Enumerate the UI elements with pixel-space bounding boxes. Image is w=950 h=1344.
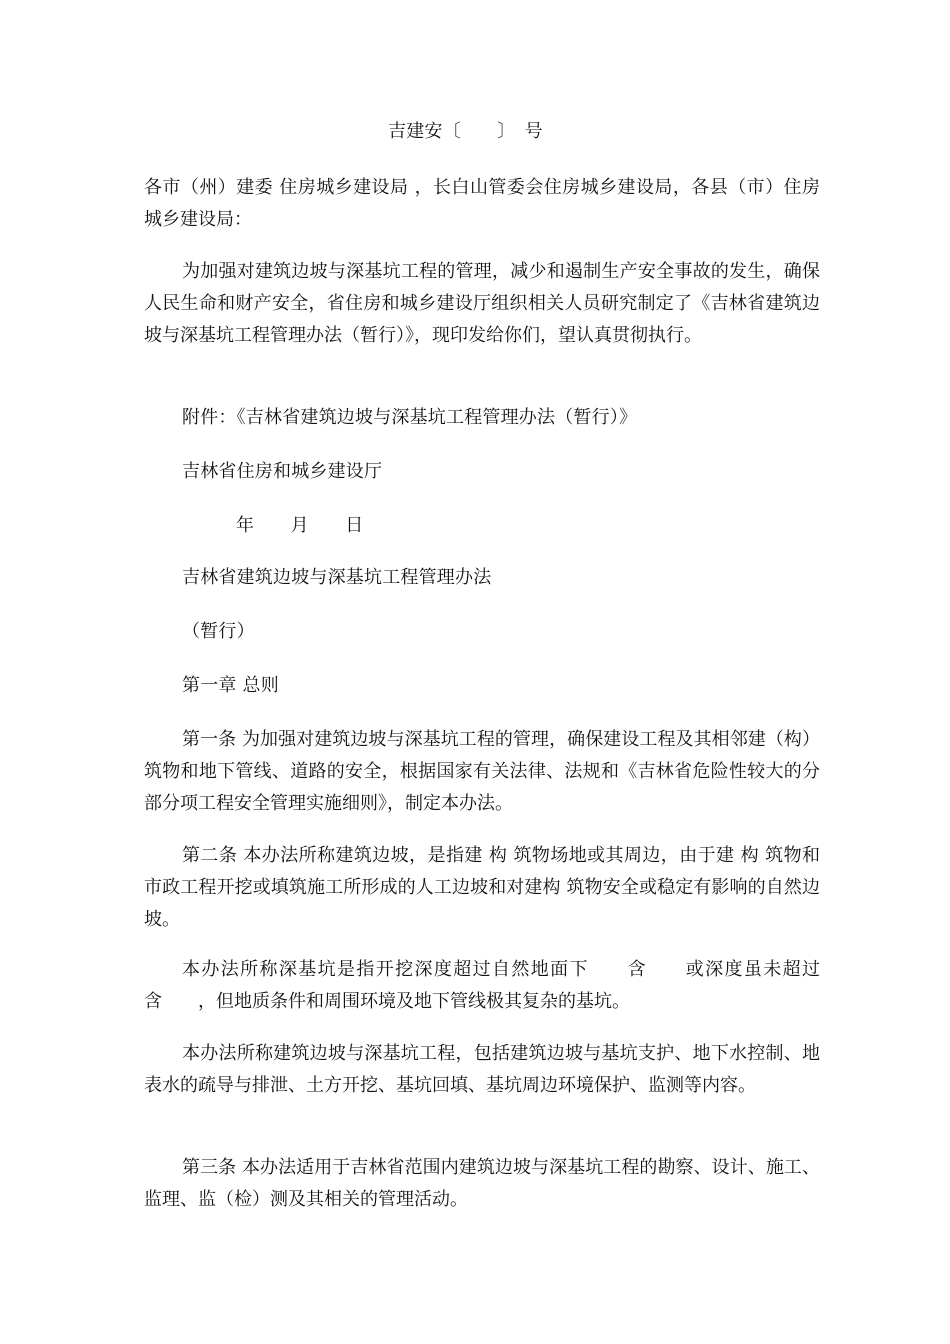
article-3: 第三条 本办法适用于吉林省范围内建筑边坡与深基坑工程的勘察、设计、施工、监理、监（检）测及其相关的管理活动。 (144, 1157, 820, 1210)
regulation-subtitle: （暂行） (182, 621, 255, 642)
article-1: 第一条 为加强对建筑边坡与深基坑工程的管理，确保建设工程及其相邻建（构）筑物和地下管线、道路的安全，根据国家有关法律、法规和《吉林省危险性较大的分部分项工程安全管理实施细则》，制定本办法。 (144, 729, 820, 814)
notice-body: 为加强对建筑边坡与深基坑工程的管理，减少和遏制生产安全事故的发生，确保人民生命和财产安全，省住房和城乡建设厅组织相关人员研究制定了《吉林省建筑边坡与深基坑工程管理办法（暂行）》，现印发给你们，望认真贯彻执行。 (144, 261, 820, 346)
article-2-scope: 本办法所称建筑边坡与深基坑工程，包括建筑边坡与基坑支护、地下水控制、地表水的疏导与排泄、土方开挖、基坑回填、基坑周边环境保护、监测等内容。 (144, 1043, 820, 1096)
chapter-heading: 第一章 总则 (182, 675, 279, 696)
issue-date: 年 月 日 (236, 515, 364, 536)
issuer: 吉林省住房和城乡建设厅 (182, 461, 383, 482)
article-2-deep-pit-definition: 本办法所称深基坑是指开挖深度超过自然地面下 含 或深度虽未超过 含 ，但地质条件和周围环境及地下管线极其复杂的基坑。 (144, 959, 856, 1012)
document-number: 吉建安〔 〕 号 (388, 121, 543, 142)
article-2: 第二条 本办法所称建筑边坡，是指建 构 筑物场地或其周边，由于建 构 筑物和市政工程开挖或填筑施工所形成的人工边坡和对建构 筑物安全或稳定有影响的自然边坡。 (144, 845, 820, 930)
regulation-title: 吉林省建筑边坡与深基坑工程管理办法 (182, 567, 492, 588)
addressee: 各市（州）建委 住房城乡建设局 ，长白山管委会住房城乡建设局，各县（市）住房城乡建设局： (144, 177, 820, 230)
attachment-line: 附件：《吉林省建筑边坡与深基坑工程管理办法（暂行）》 (182, 407, 638, 428)
